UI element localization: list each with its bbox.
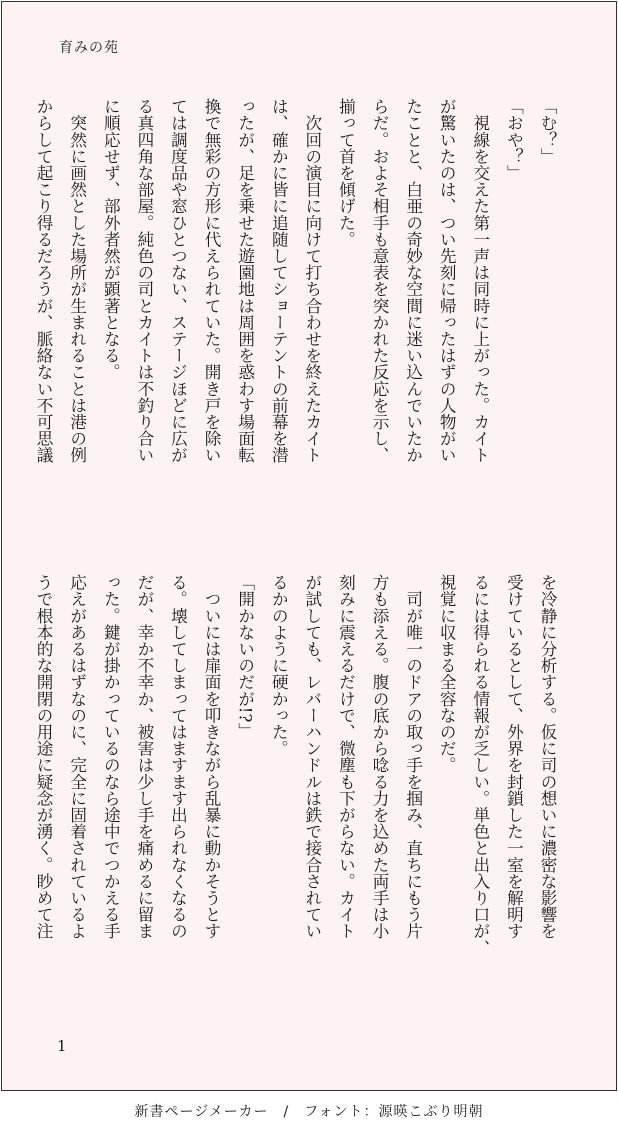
text-column: 「おや？」 <box>504 98 524 181</box>
text-column: 突然に画然とした場所が生まれることは港の例 <box>67 98 87 464</box>
book-page <box>1 1 617 1091</box>
text-column: 「開かないのだが!?」 <box>235 574 255 739</box>
text-column: だが、幸か不幸か、被害は少し手を痛めるに留ま <box>134 574 154 940</box>
text-column: 視線を交えた第一声は同時に上がった。カイト <box>470 98 490 464</box>
page-title: 育みの苑 <box>59 40 119 56</box>
text-column: ては調度品や窓ひとつない、ステージほどに広が <box>168 98 188 464</box>
text-column: 揃って首を傾げた。 <box>336 98 356 248</box>
text-column: ついには扉面を叩きながら乱暴に動かそうとす <box>202 574 222 940</box>
text-column: を冷静に分析する。仮に司の想いに濃密な影響を <box>538 574 557 940</box>
text-column: 換で無彩の方形に代えられていた。開き戸を除い <box>202 98 222 464</box>
page-number: 1 <box>57 1037 67 1055</box>
text-column: 方も添える。腹の底から唸る力を込めた両手は小 <box>370 574 390 940</box>
text-block-bottom <box>27 574 565 994</box>
text-column: った。鍵が掛かっているのなら途中でつかえる手 <box>101 574 121 940</box>
text-column: 視覚に収まる全容なのだ。 <box>437 574 457 774</box>
text-column: は、確かに皆に追随してショーテントの前幕を潜 <box>269 98 289 464</box>
text-column: る真四角な部屋。純色の司とカイトは不釣り合い <box>134 98 154 464</box>
text-column: たことと、白亜の奇妙な空間に迷い込んでいたか <box>403 98 423 464</box>
text-column: る。壊してしまってはますます出られなくなるの <box>168 574 188 940</box>
text-column: 司が唯一のドアの取っ手を掴み、直ちにもう片 <box>403 574 423 940</box>
text-column: 「む？」 <box>538 98 557 165</box>
text-column: が驚いたのは、つい先刻に帰ったはずの人物がい <box>437 98 457 464</box>
text-column: が試しても、レバーハンドルは鉄で接合されてい <box>302 574 322 940</box>
text-column: からして起こり得るだろうが、脈絡ない不可思議 <box>34 98 54 464</box>
text-column: 刻みに震えるだけで、微塵も下がらない。カイト <box>336 574 356 940</box>
text-column: に順応せず、部外者然が顕著となる。 <box>101 98 121 381</box>
text-block-top <box>27 98 565 518</box>
text-column: 受けているとして、外界を封鎖した一室を解明す <box>504 574 524 940</box>
footer-credit: 新書ページメーカー / フォント：源暎こぶり明朝 <box>134 1104 484 1120</box>
text-column: るには得られる情報が乏しい。単色と出入り口が、 <box>470 574 490 956</box>
text-column: 応えがあるはずなのに、完全に固着されているよ <box>67 574 87 940</box>
text-column: るかのように硬かった。 <box>269 574 289 757</box>
text-column: 次回の演目に向けて打ち合わせを終えたカイト <box>302 98 322 464</box>
text-column: らだ。およそ相手も意表を突かれた反応を示し、 <box>370 98 390 464</box>
text-column: うで根本的な開閉の用途に疑念が湧く。眇めて注 <box>34 574 54 940</box>
text-column: ったが、足を乗せた遊園地は周囲を惑わす場面転 <box>235 98 255 464</box>
